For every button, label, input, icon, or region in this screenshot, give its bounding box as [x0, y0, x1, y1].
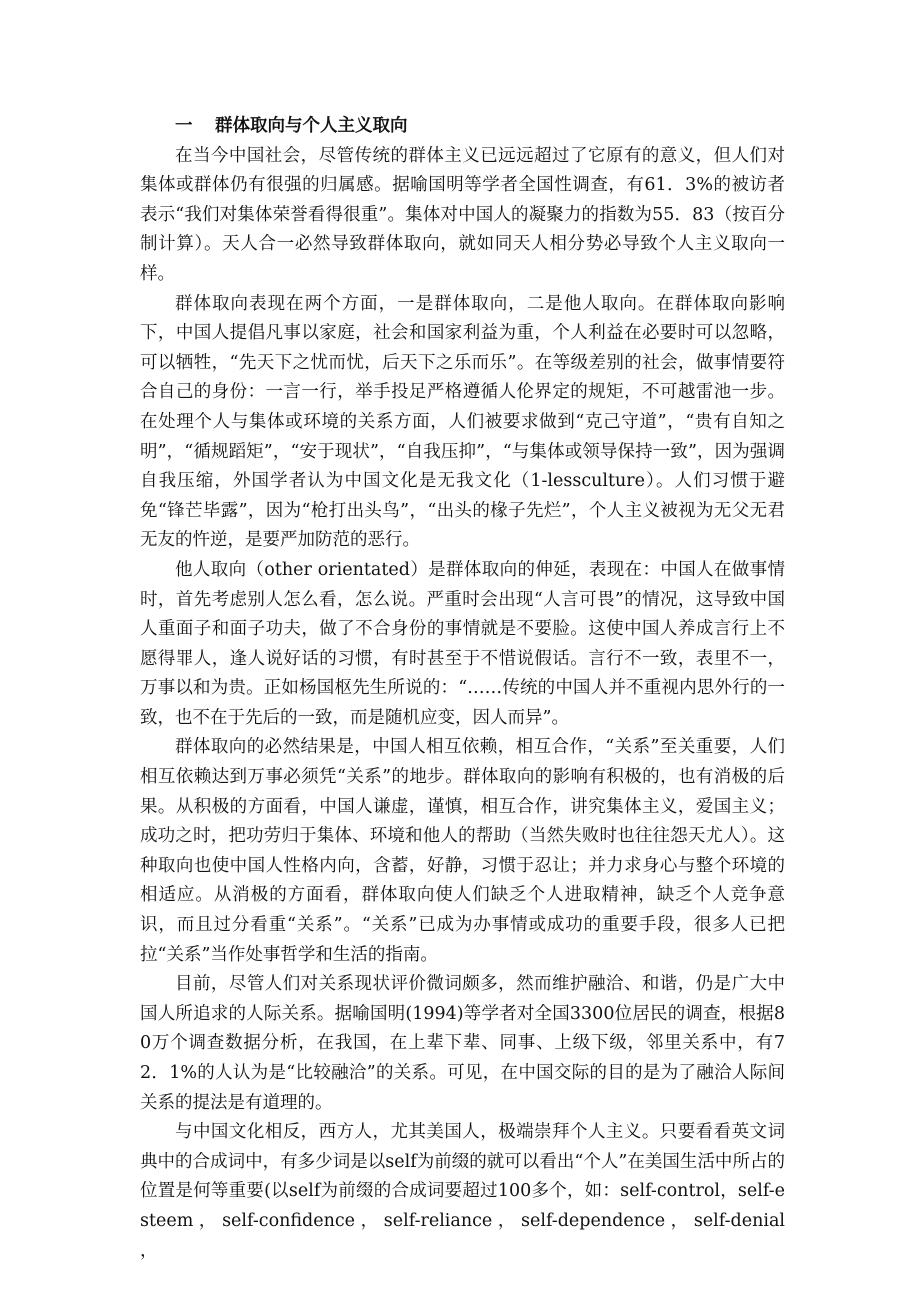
paragraph-6: 与中国文化相反，西方人，尤其美国人，极端崇拜个人主义。只要看看英文词典中的合成词中，有多少词是以self为前缀的就可以看出“个人”在美国生活中所占的位置是何等重要(以self为前缀的合成词要超过100多个，如：self-control，self-esteem ， self-confidence ， self-reliance ， self-dependence ， self-denial ， [140, 1122, 785, 1261]
paragraph-3: 他人取向（other orientated）是群体取向的伸延，表现在：中国人在做事情时，首先考虑别人怎么看，怎么说。严重时会出现“人言可畏”的情况，这导致中国人重面子和面子功夫，做了不合身份的事情就是不要脸。这使中国人养成言行上不愿得罪人，逢人说好话的习惯，有时甚至于不惜说假话。言行不一致，表里不一，万事以和为贵。正如杨国枢先生所说的：“……传统的中国人并不重视内思外行的一致，也不在于先后的一致，而是随机应变，因人而异”。 [140, 559, 785, 728]
section-number: 一 [175, 116, 193, 136]
document-body [140, 112, 785, 1266]
paragraph-1: 在当今中国社会，尽管传统的群体主义已远远超过了它原有的意义，但人们对集体或群体仍有很强的归属感。据喻国明等学者全国性调查，有61．3%的被访者表示“我们对集体荣誉看得很重”。集体对中国人的凝聚力的指数为55．83（按百分制计算）。天人合一必然导致群体取向，就如同天人相分势必导致个人主义取向一样。 [140, 145, 785, 284]
paragraph-5: 目前，尽管人们对关系现状评价微词颇多，然而维护融洽、和谐，仍是广大中国人所追求的人际关系。据喻国明(1994)等学者对全国3300位居民的调查，根据80万个调查数据分析，在我国，在上辈下辈、同事、上级下级，邻里关系中，有72．1%的人认为是“比较融洽”的关系。可见，在中国交际的目的是为了融洽人际间关系的提法是有道理的。 [140, 974, 785, 1113]
paragraph-2: 群体取向表现在两个方面，一是群体取向，二是他人取向。在群体取向影响下，中国人提倡凡事以家庭，社会和国家利益为重，个人利益在必要时可以忽略，可以牺牲，“先天下之忧而忧，后天下之乐而乐”。在等级差别的社会，做事情要符合自己的身份：一言一行，举手投足严格遵循人伦界定的规矩，不可越雷池一步。在处理个人与集体或环境的关系方面，人们被要求做到“克己守道”，“贵有自知之明”，“循规蹈矩”，“安于现状”，“自我压抑”，“与集体或领导保持一致”，因为强调自我压缩，外国学者认为中国文化是无我文化（1-lessculture）。人们习惯于避免“锋芒毕露”，因为“枪打出头鸟”，“出头的椽子先烂”，个人主义被视为无父无君无友的忤逆，是要严加防范的恶行。 [140, 293, 785, 551]
section-heading [175, 112, 785, 142]
paragraph-4: 群体取向的必然结果是，中国人相互依赖，相互合作，“关系”至关重要，人们相互依赖达到万事必须凭“关系”的地步。群体取向的影响有积极的，也有消极的后果。从积极的方面看，中国人谦虚，谨慎，相互合作，讲究集体主义，爱国主义；成功之时，把功劳归于集体、环境和他人的帮助（当然失败时也往往怨天尤人）。这种取向也使中国人性格内向，含蓄，好静，习惯于忍让；并力求身心与整个环境的相适应。从消极的方面看，群体取向使人们缺乏个人进取精神，缺乏个人竞争意识，而且过分看重“关系”。“关系”已成为办事情或成功的重要手段，很多人已把拉“关系”当作处事哲学和生活的指南。 [140, 737, 785, 965]
section-title: 群体取向与个人主义取向 [215, 116, 408, 136]
